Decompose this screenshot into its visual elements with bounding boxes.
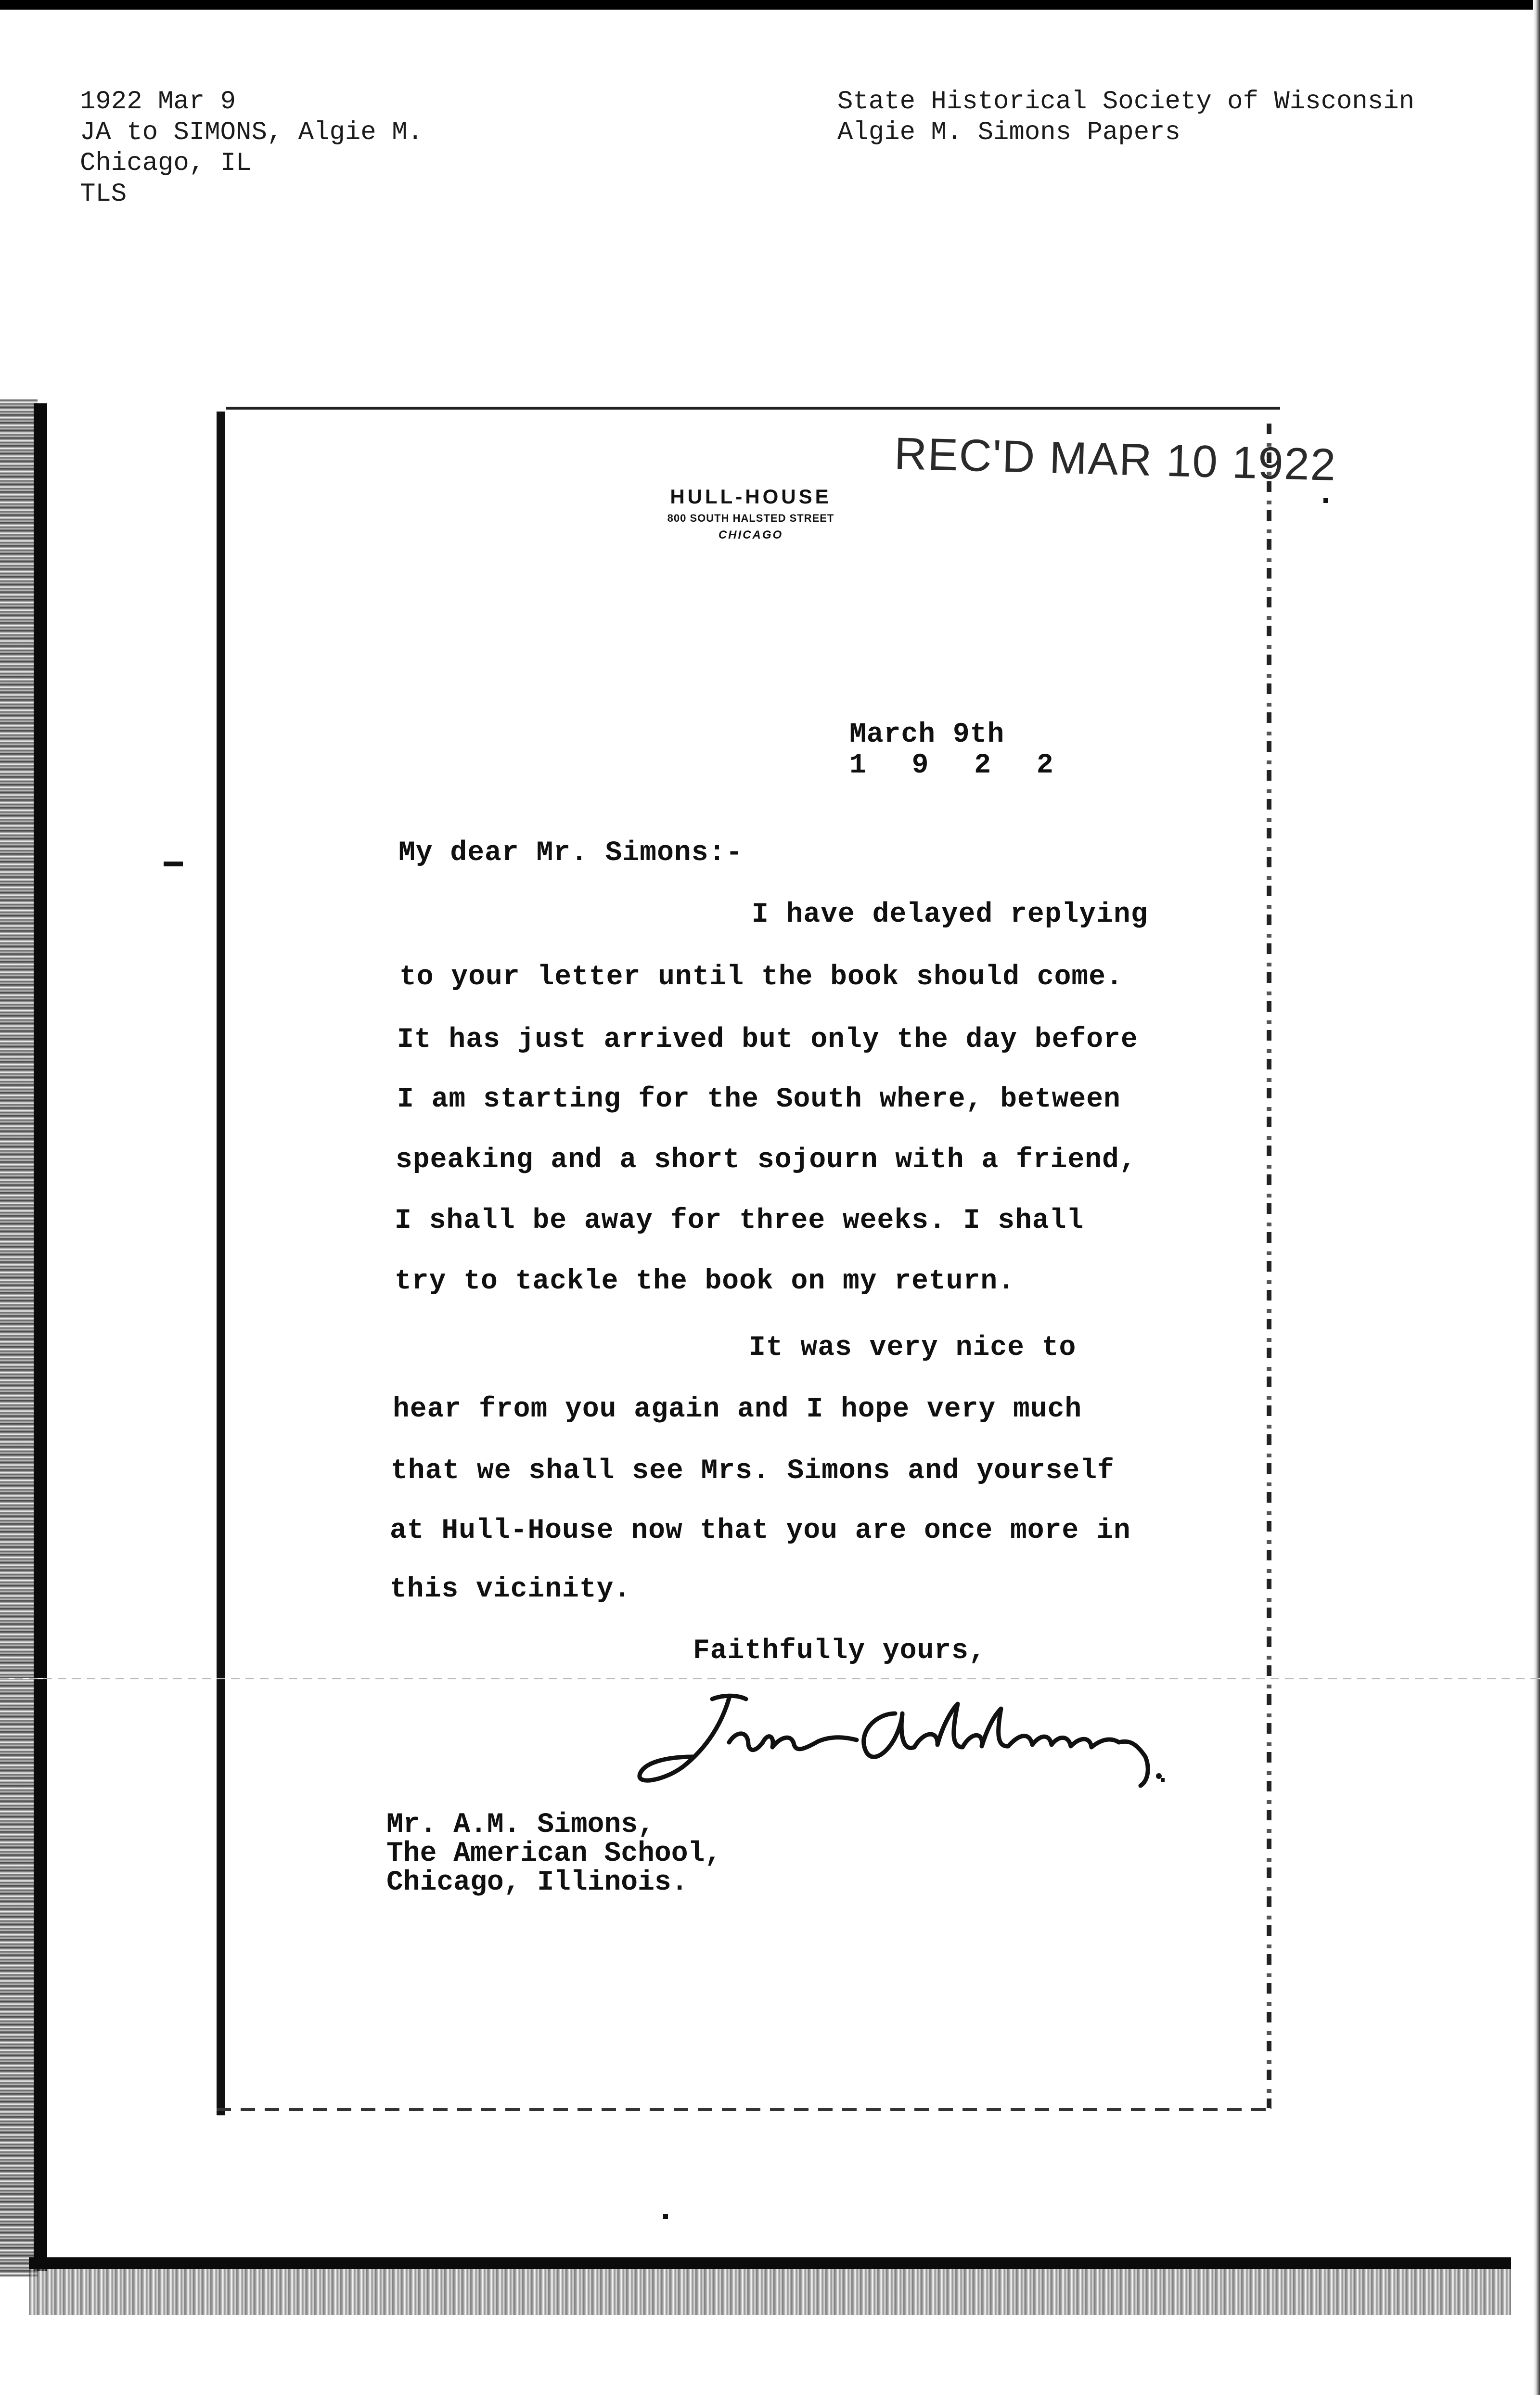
letter-sheet	[226, 407, 1280, 2123]
body-line: hear from you again and I hope very much	[393, 1394, 1082, 1425]
body-line: It has just arrived but only the day before	[397, 1024, 1138, 1056]
recipient-city: Chicago, Illinois.	[386, 1867, 688, 1898]
fold-line	[0, 1678, 1540, 1679]
body-line: I have delayed replying	[752, 899, 1148, 930]
scan-left-edge-noise	[0, 399, 38, 2277]
catalog-collection: Algie M. Simons Papers	[837, 118, 1181, 147]
body-line: I am starting for the South where, between	[397, 1084, 1121, 1115]
letter-year: 1 9 2 2	[849, 750, 1068, 781]
body-line: to your letter until the book should come.	[399, 962, 1123, 993]
letterhead	[602, 483, 900, 544]
catalog-place: Chicago, IL	[80, 149, 252, 178]
scan-bottom-edge-line	[29, 2257, 1511, 2269]
catalog-correspondents: JA to SIMONS, Algie M.	[80, 118, 423, 147]
letter-date: March 9th	[849, 719, 1005, 750]
catalog-info-right	[837, 87, 1414, 148]
scan-speck	[164, 862, 183, 866]
closing: Faithfully yours,	[693, 1635, 986, 1667]
body-line: speaking and a short sojourn with a friend,	[396, 1145, 1137, 1176]
scan-speck	[1161, 1778, 1165, 1782]
recipient-address	[386, 1811, 721, 1897]
body-line: this vicinity.	[390, 1574, 631, 1605]
recipient-organization: The American School,	[386, 1838, 722, 1869]
scan-right-border	[1533, 0, 1540, 2395]
signature	[626, 1685, 1184, 1790]
recipient-name: Mr. A.M. Simons,	[386, 1809, 654, 1841]
body-line: that we shall see Mrs. Simons and yourself	[391, 1455, 1115, 1487]
received-stamp: REC'D MAR 10 1922	[893, 427, 1337, 490]
scan-speck	[1323, 498, 1328, 503]
scan-left-edge-bar	[34, 403, 47, 2271]
letter-bottom-edge	[217, 2108, 1270, 2111]
catalog-type: TLS	[80, 180, 127, 209]
letterhead-name: HULL-HOUSE	[670, 485, 832, 508]
letterhead-city: CHICAGO	[718, 528, 783, 541]
body-line: It was very nice to	[749, 1332, 1077, 1364]
letter-right-edge	[1267, 424, 1271, 2118]
body-line: I shall be away for three weeks. I shall	[395, 1205, 1084, 1236]
letter-left-edge	[217, 412, 225, 2115]
body-line: at Hull-House now that you are once more in	[390, 1515, 1131, 1546]
catalog-info-left	[80, 87, 423, 210]
catalog-repository: State Historical Society of Wisconsin	[837, 87, 1414, 116]
scan-top-border	[0, 0, 1540, 10]
body-line: try to tackle the book on my return.	[395, 1266, 1015, 1297]
scan-speck	[663, 2214, 668, 2219]
salutation: My dear Mr. Simons:-	[398, 837, 744, 869]
letterhead-street: 800 SOUTH HALSTED STREET	[667, 512, 834, 524]
catalog-date: 1922 Mar 9	[80, 87, 236, 116]
